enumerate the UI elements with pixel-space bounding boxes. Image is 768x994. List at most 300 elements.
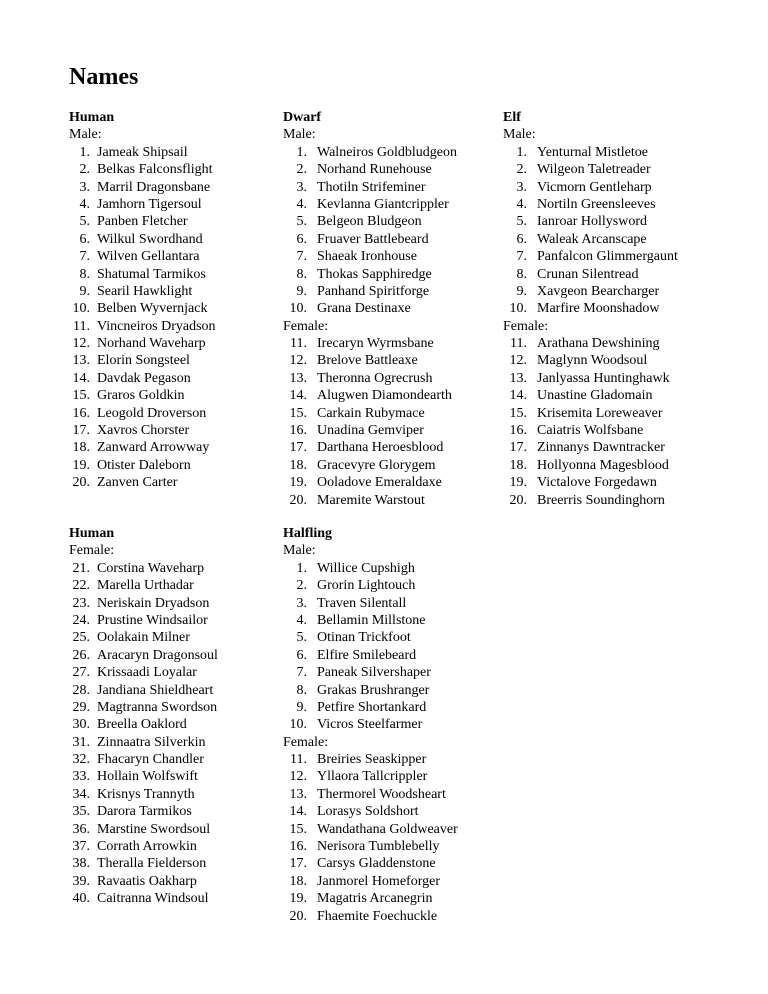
list-item-name: Zinnaatra Silverkin [97,734,206,750]
list-item-number: 16. [289,839,307,855]
list-item-number: 20. [289,908,307,924]
human-female-names-section [69,525,218,908]
list-item-number: 2. [296,578,307,594]
list-item [69,474,216,491]
list-item-number: 16. [509,423,527,439]
gender-group-label: Female: [283,734,329,750]
list-item-name: Wilgeon Taletreader [537,162,651,178]
list-item-number: 3. [516,179,527,195]
list-item-number: 3. [79,179,90,195]
list-item-name: Elorin Songsteel [97,353,190,369]
gender-group-label: Male: [283,127,316,143]
list-item-number: 8. [296,266,307,282]
list-item-number: 14. [289,804,307,820]
section-heading: Human [69,526,115,541]
list-item [283,629,458,646]
list-item-number: 14. [72,370,90,386]
list-item-name: Wilven Gellantara [97,249,200,265]
list-item-number: 38. [72,856,90,872]
list-item-name: Vicros Steelfarmer [317,717,423,733]
list-item [503,283,678,300]
list-item-name: Kevlanna Giantcrippler [317,196,449,212]
list-item-number: 17. [289,856,307,872]
list-item-number: 13. [289,786,307,802]
list-item-name: Caitranna Windsoul [97,891,209,907]
list-item-number: 32. [72,752,90,768]
list-item [283,405,457,422]
list-item [69,144,216,161]
list-item-number: 10. [289,717,307,733]
list-item-name: Yllaora Tallcrippler [317,769,428,785]
list-item-name: Breella Oaklord [97,717,187,733]
list-item-number: 40. [72,891,90,907]
list-item-name: Theronna Ogrecrush [317,370,433,386]
list-item [69,716,218,733]
list-item-name: Neriskain Dryadson [97,595,210,611]
list-item [69,370,216,387]
list-item-number: 2. [516,162,527,178]
list-item-name: Maglynn Woodsoul [537,353,648,369]
list-item-number: 17. [289,440,307,456]
list-item [69,300,216,317]
list-item [283,612,458,629]
list-item [69,612,218,629]
list-item-number: 22. [72,578,90,594]
list-item-name: Carkain Rubymace [317,405,425,421]
list-item-name: Ooladove Emeraldaxe [317,475,442,491]
list-item-number: 31. [72,734,90,750]
list-item-number: 5. [516,214,527,230]
list-item-name: Thermorel Woodsheart [317,786,446,802]
list-item [69,768,218,785]
list-item [283,283,457,300]
list-item-name: Alugwen Diamondearth [317,388,452,404]
list-item-number: 3. [296,595,307,611]
list-item-name: Magtranna Swordson [97,699,218,715]
list-item [69,213,216,230]
list-item-number: 14. [289,388,307,404]
list-item-name: Corrath Arrowkin [97,839,197,855]
list-item [503,457,678,474]
list-item [283,647,458,664]
gender-group-label: Male: [283,543,316,559]
list-item-number: 18. [289,873,307,889]
section-heading: Human [69,110,115,125]
list-item [283,890,458,907]
list-item [283,196,457,213]
list-item-number: 15. [72,388,90,404]
list-item-name: Nortiln Greensleeves [537,196,656,212]
list-item-name: Corstina Waveharp [97,560,205,576]
list-item-number: 1. [296,144,307,160]
list-item-number: 4. [516,196,527,212]
list-item-number: 29. [72,699,90,715]
list-item [503,213,678,230]
list-item [69,196,216,213]
list-item-name: Fhacaryn Chandler [97,752,204,768]
list-item [69,890,218,907]
list-item [69,855,218,872]
list-item-name: Lorasys Soldshort [317,804,419,820]
list-item-name: Thotiln Strifeminer [317,179,426,195]
list-item-number: 28. [72,682,90,698]
list-item-number: 9. [79,283,90,299]
list-item-number: 10. [509,301,527,317]
list-item [69,266,216,283]
list-item [503,474,678,491]
list-item-number: 5. [296,214,307,230]
list-item-number: 17. [72,423,90,439]
list-item-name: Jamhorn Tigersoul [97,196,202,212]
list-item-name: Bellamin Millstone [317,612,426,628]
list-item [69,318,216,335]
list-item-number: 18. [289,457,307,473]
list-item-number: 37. [72,839,90,855]
list-item-number: 20. [289,492,307,508]
list-item-name: Shaeak Ironhouse [317,249,417,265]
list-item [69,595,218,612]
list-item-name: Fruaver Battlebeard [317,231,429,247]
list-item-name: Hollain Wolfswift [97,769,198,785]
list-item-number: 14. [509,388,527,404]
list-item-number: 19. [72,457,90,473]
list-item-number: 26. [72,647,90,663]
elf-names-section [503,109,678,509]
list-item-name: Breiries Seaskipper [317,752,427,768]
list-item [283,300,457,317]
list-item [283,161,457,178]
list-item-number: 7. [296,665,307,681]
list-item-number: 6. [296,647,307,663]
human-male-names-section [69,109,216,492]
list-item-name: Panhand Spiritforge [317,283,430,299]
list-item [69,751,218,768]
list-item [503,300,678,317]
list-item-name: Belben Wyvernjack [97,301,208,317]
list-item-name: Aracaryn Dragonsoul [97,647,218,663]
list-item [283,699,458,716]
list-item-number: 12. [289,769,307,785]
list-item-number: 7. [516,249,527,265]
list-item-name: Arathana Dewshining [537,336,660,352]
list-item-name: Marella Urthadar [97,578,194,594]
list-item-name: Darthana Heroesblood [317,440,444,456]
list-item [69,682,218,699]
list-item-number: 18. [509,457,527,473]
list-item-number: 12. [72,336,90,352]
list-item-name: Panben Fletcher [97,214,188,230]
list-item-name: Vincneiros Dryadson [97,318,216,334]
list-item-number: 11. [290,752,307,768]
list-item-number: 17. [509,440,527,456]
gender-group-label: Female: [283,318,329,334]
list-item-name: Darora Tarmikos [97,804,192,820]
list-item-name: Hollyonna Magesblood [537,457,669,473]
list-item [283,873,458,890]
section-heading: Dwarf [283,110,322,125]
list-item-name: Grakas Brushranger [317,682,430,698]
list-item [503,387,678,404]
list-item-number: 4. [79,196,90,212]
list-item [69,838,218,855]
gender-group-label: Male: [503,127,536,143]
list-item-name: Searil Hawklight [97,283,193,299]
list-item [69,699,218,716]
list-item-number: 21. [72,560,90,576]
list-item [69,786,218,803]
list-item [283,335,457,352]
list-item [283,908,458,925]
list-item-number: 8. [516,266,527,282]
list-item-name: Wandathana Goldweaver [317,821,458,837]
list-item-number: 35. [72,804,90,820]
list-item-name: Davdak Pegason [97,370,191,386]
list-item-number: 5. [79,214,90,230]
list-item [283,595,458,612]
list-item [69,231,216,248]
list-item-number: 6. [79,231,90,247]
list-item-number: 11. [73,318,90,334]
list-item [283,231,457,248]
gender-group-label: Female: [503,318,549,334]
list-item-number: 10. [289,301,307,317]
list-item-number: 39. [72,873,90,889]
list-item-name: Victalove Forgedawn [537,475,657,491]
list-item-name: Willice Cupshigh [317,560,415,576]
list-item [69,161,216,178]
list-item [283,682,458,699]
list-item [283,716,458,733]
list-item [283,803,458,820]
list-item-number: 24. [72,612,90,628]
list-item-name: Otinan Trickfoot [317,630,411,646]
list-item-number: 1. [296,560,307,576]
list-item-number: 8. [79,266,90,282]
list-item-number: 33. [72,769,90,785]
list-item-name: Norhand Waveharp [97,336,206,352]
list-item-number: 25. [72,630,90,646]
list-item-name: Fhaemite Foechuckle [317,908,438,924]
list-item-number: 19. [509,475,527,491]
list-item-name: Zanven Carter [97,475,178,491]
list-item-name: Krissaadi Loyalar [97,665,197,681]
list-item-name: Marril Dragonsbane [97,179,211,195]
list-item [283,838,458,855]
list-item [283,352,457,369]
list-item-number: 15. [509,405,527,421]
list-item-name: Vicmorn Gentleharp [537,179,652,195]
list-item [69,560,218,577]
list-item-number: 1. [516,144,527,160]
list-item [503,231,678,248]
page-title: Names [69,64,139,90]
list-item [283,457,457,474]
list-item [69,283,216,300]
list-item [69,629,218,646]
list-item-name: Waleak Arcanscape [537,231,647,247]
list-item-name: Marfire Moonshadow [537,301,660,317]
list-item-name: Grorin Lightouch [317,578,416,594]
list-item-number: 15. [289,821,307,837]
list-item-name: Maremite Warstout [317,492,425,508]
list-item-number: 9. [296,283,307,299]
list-item [283,248,457,265]
list-item-number: 19. [289,475,307,491]
list-item-name: Krisemita Loreweaver [537,405,663,421]
list-item-name: Shatumal Tarmikos [97,266,206,282]
list-item-name: Unastine Gladomain [537,388,653,404]
list-item-number: 12. [289,353,307,369]
list-item [69,439,216,456]
list-item [283,664,458,681]
list-item [503,248,678,265]
list-item-name: Elfire Smilebeard [317,647,417,663]
list-item-number: 15. [289,405,307,421]
list-item-number: 2. [79,162,90,178]
section-heading: Halfling [283,526,333,541]
list-item [283,577,458,594]
list-item-number: 7. [296,249,307,265]
list-item [69,664,218,681]
list-item [69,352,216,369]
list-item [69,734,218,751]
list-item [503,352,678,369]
list-item [69,873,218,890]
list-item-name: Irecaryn Wyrmsbane [317,336,434,352]
list-item [283,492,457,509]
list-item-name: Belgeon Bludgeon [317,214,422,230]
list-item [503,335,678,352]
list-item [283,179,457,196]
list-item-number: 6. [296,231,307,247]
list-item-number: 16. [289,423,307,439]
list-item-name: Petfire Shortankard [317,699,427,715]
list-item [283,370,457,387]
list-item [503,161,678,178]
list-item-number: 9. [296,699,307,715]
list-item-name: Walneiros Goldbludgeon [317,144,458,160]
list-item [69,803,218,820]
list-item-name: Panfalcon Glimmergaunt [537,249,678,265]
list-item-name: Caiatris Wolfsbane [537,423,644,439]
list-item-number: 12. [509,353,527,369]
list-item-number: 30. [72,717,90,733]
list-item-name: Yenturnal Mistletoe [537,144,648,160]
dwarf-names-section [283,109,457,509]
list-item [69,422,216,439]
list-item [283,439,457,456]
list-item-number: 13. [289,370,307,386]
list-item-name: Magatris Arcanegrin [317,891,433,907]
list-item-name: Wilkul Swordhand [97,231,203,247]
list-item-name: Xavgeon Bearcharger [537,283,660,299]
list-item-name: Carsys Gladdenstone [317,856,436,872]
list-item [69,387,216,404]
list-item [69,457,216,474]
list-item-name: Norhand Runehouse [317,162,432,178]
list-item [283,266,457,283]
list-item-name: Otister Daleborn [97,457,191,473]
list-item [283,560,458,577]
list-item-name: Ianroar Hollysword [537,214,648,230]
list-item [503,439,678,456]
list-item-number: 7. [79,249,90,265]
list-item [69,405,216,422]
list-item-number: 23. [72,595,90,611]
list-item [503,422,678,439]
list-item-number: 34. [72,786,90,802]
list-item-name: Zanward Arrowway [97,440,210,456]
list-item-number: 19. [289,891,307,907]
list-item-name: Jandiana Shieldheart [97,682,214,698]
list-item [503,179,678,196]
list-item [503,144,678,161]
list-item-number: 6. [516,231,527,247]
list-item [283,855,458,872]
list-item-name: Leogold Droverson [97,405,207,421]
list-item [69,647,218,664]
list-item [503,196,678,213]
gender-group-label: Male: [69,127,102,143]
list-item-number: 11. [290,336,307,352]
list-item-name: Theralla Fielderson [97,856,207,872]
list-item-number: 20. [509,492,527,508]
list-item-number: 20. [72,475,90,491]
list-item [283,387,457,404]
list-item [503,266,678,283]
list-item-name: Gracevyre Glorygem [317,457,436,473]
list-item-number: 5. [296,630,307,646]
list-item [283,422,457,439]
list-item [503,405,678,422]
list-item [69,577,218,594]
list-item-number: 27. [72,665,90,681]
list-item [69,335,216,352]
list-item [283,751,458,768]
list-item-name: Krisnys Trannyth [97,786,195,802]
list-item-number: 1. [79,144,90,160]
list-item-name: Brelove Battleaxe [317,353,418,369]
list-item-name: Crunan Silentread [537,266,639,282]
list-item-name: Belkas Falconsflight [97,162,213,178]
section-heading: Elf [503,110,521,125]
list-item [283,768,458,785]
list-item-name: Graros Goldkin [97,388,185,404]
list-item-number: 11. [510,336,527,352]
list-item-name: Zinnanys Dawntracker [537,440,665,456]
list-item [283,474,457,491]
list-item-name: Breerris Soundinghorn [537,492,665,508]
list-item-name: Ravaatis Oakharp [97,873,197,889]
list-item [283,821,458,838]
list-item-name: Paneak Silvershaper [317,665,431,681]
list-item [503,370,678,387]
list-item-number: 13. [72,353,90,369]
list-item-name: Grana Destinaxe [317,301,411,317]
list-item-name: Prustine Windsailor [97,612,208,628]
list-item-number: 18. [72,440,90,456]
list-item [283,144,457,161]
list-item-name: Janmorel Homeforger [317,873,440,889]
list-item-number: 3. [296,179,307,195]
list-item [69,821,218,838]
list-item-number: 13. [509,370,527,386]
list-item-name: Thokas Sapphiredge [317,266,432,282]
list-item-number: 8. [296,682,307,698]
list-item-name: Jameak Shipsail [97,144,188,160]
list-item [69,179,216,196]
list-item-number: 2. [296,162,307,178]
